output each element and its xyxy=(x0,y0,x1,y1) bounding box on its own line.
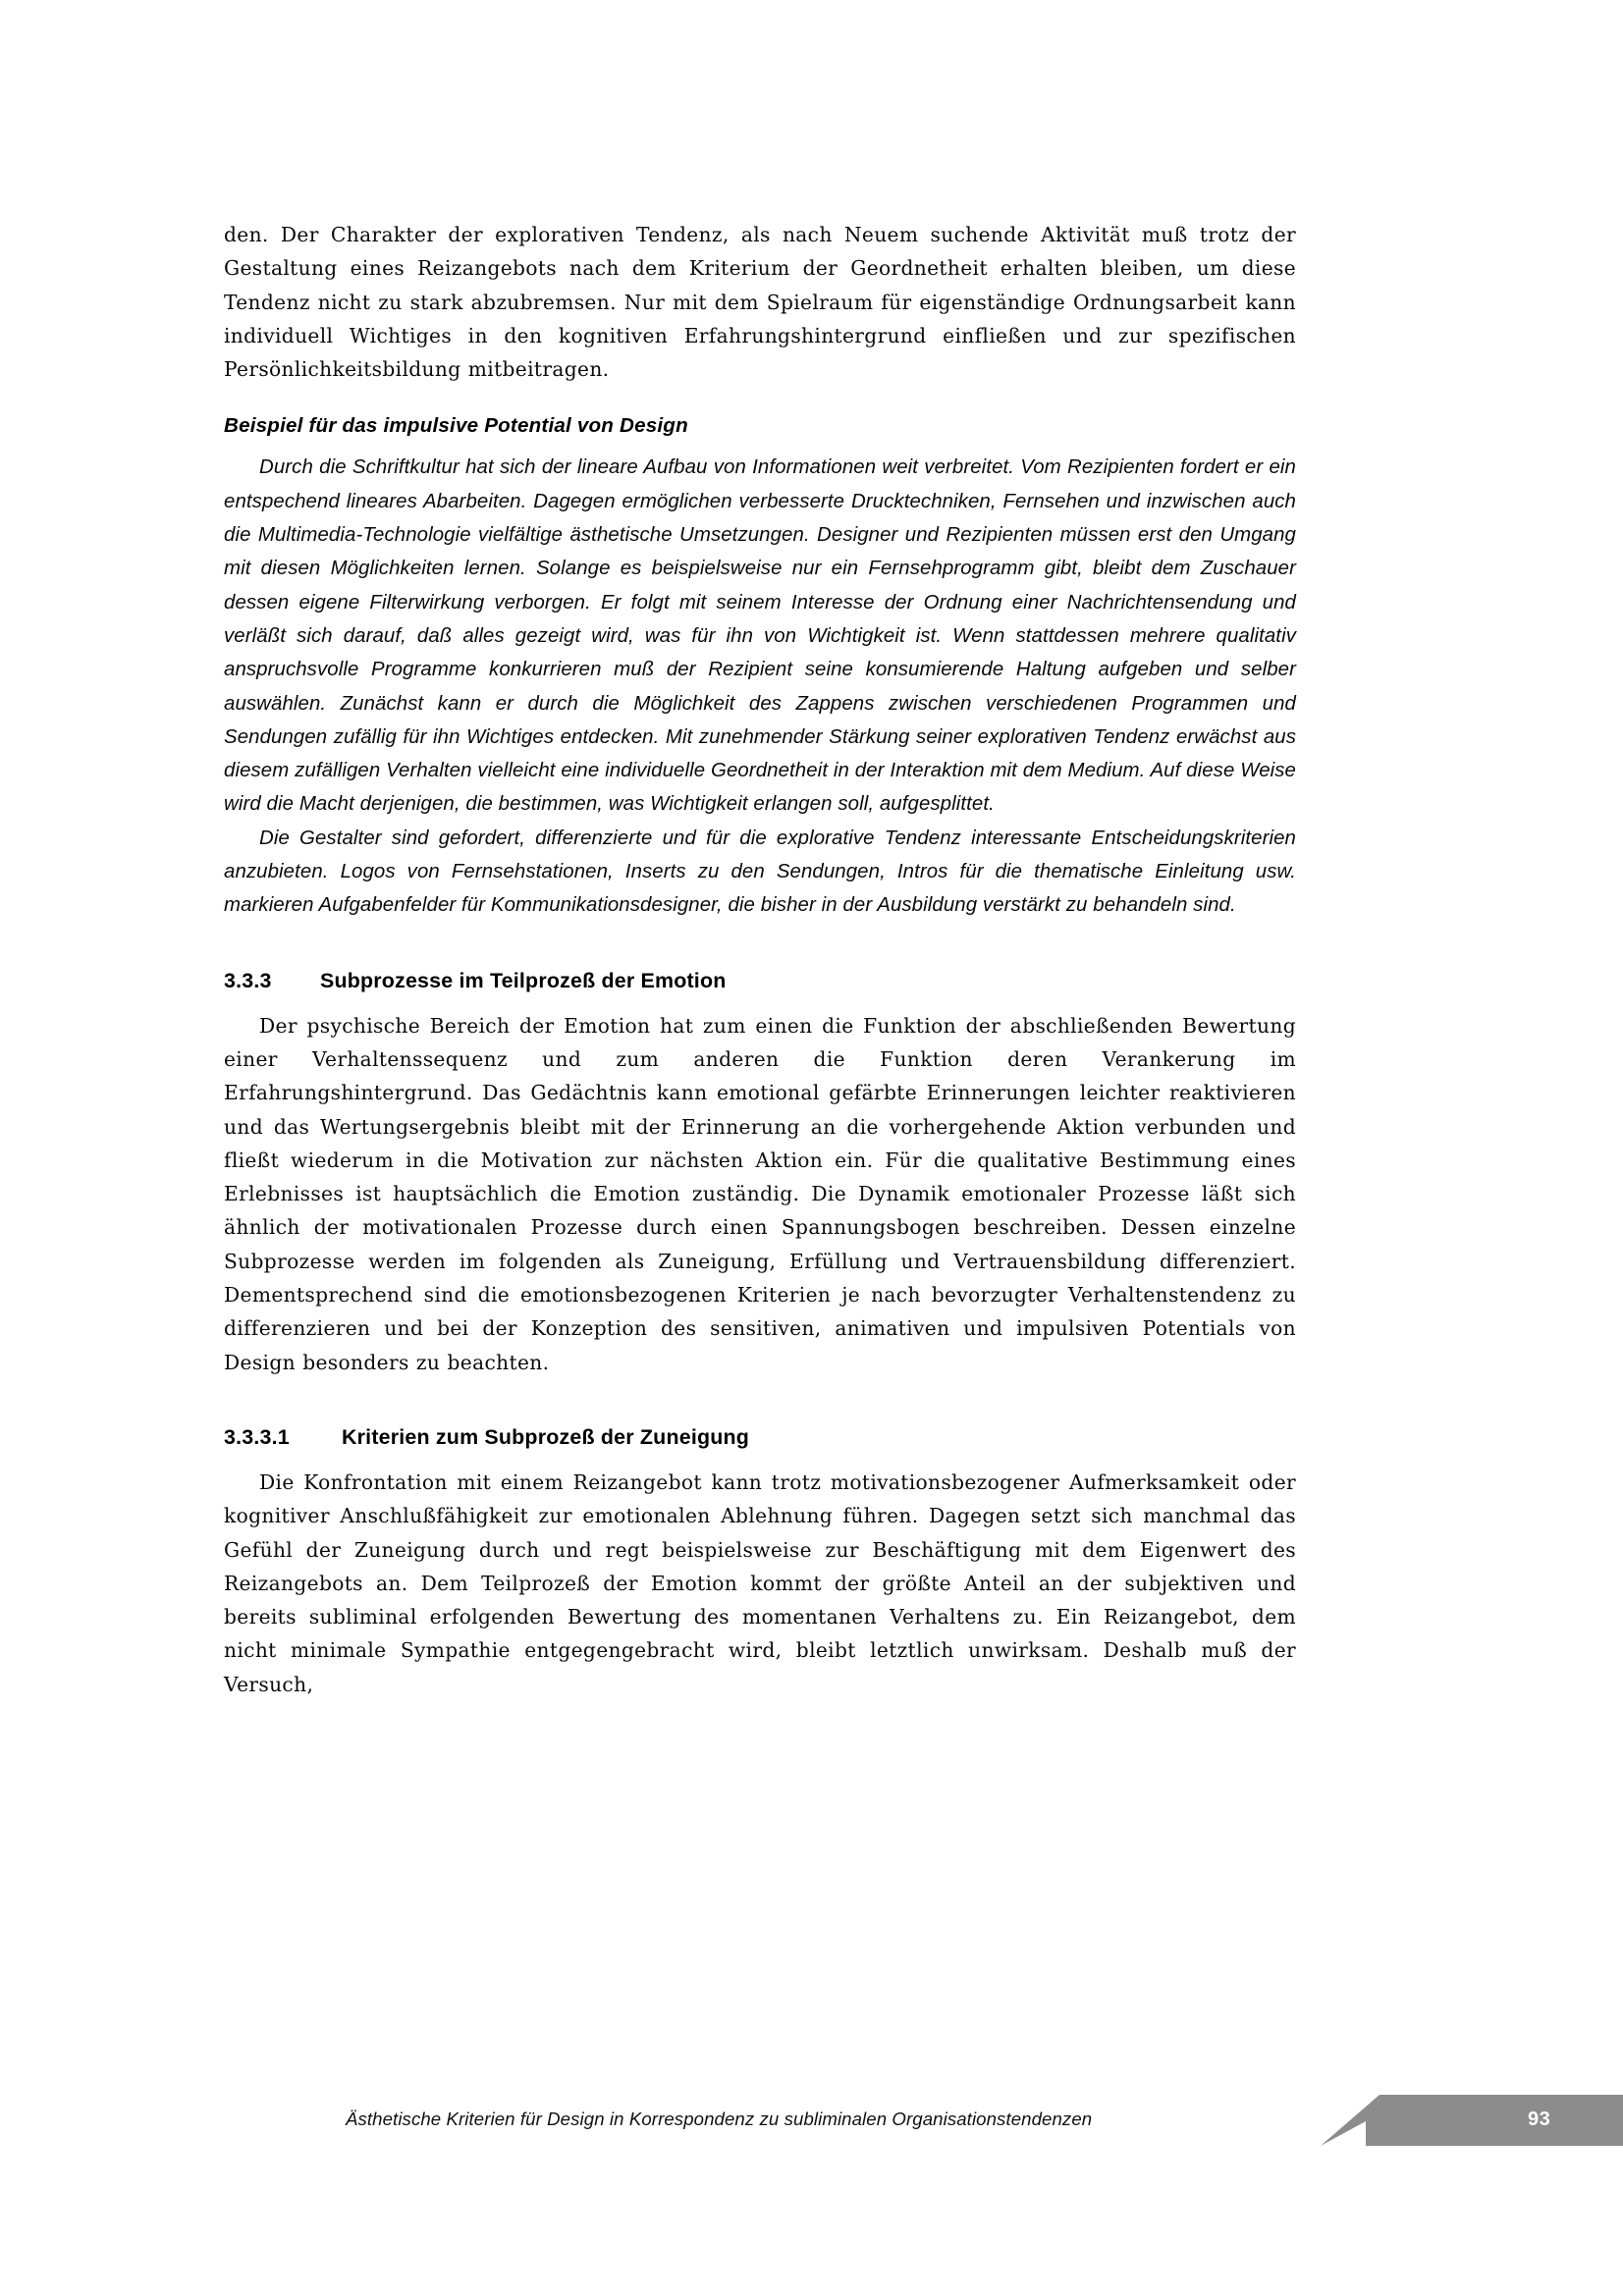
example-heading: Beispiel für das impulsive Potential von Design xyxy=(224,414,688,438)
section-heading-3-3-3 xyxy=(224,966,1296,995)
example-paragraph-1: Durch die Schriftkultur hat sich der lineare Aufbau von Informationen weit verbreitet. Vom Rezipienten fordert er ein entspechend lineares Abarbeiten. Dagegen ermöglichen verbesserte Drucktechniken, Fernsehen und inzwischen auch die Multimedia-Technologie vielfältige ästhetische Umsetzungen. Designer und Rezipienten müssen erst den Umgang mit diesen Möglichkeiten lernen. Solange es beispielsweise nur ein Fernsehprogramm gibt, bleibt dem Zuschauer dessen eigene Filterwirkung verborgen. Er folgt mit seinem Interesse der Ordnung einer Nachrichtensendung und verläßt sich darauf, daß alles gezeigt wird, was für ihn von Wichtigkeit ist. Wenn stattdessen mehrere qualitativ anspruchsvolle Programme konkurrieren muß der Rezipient seine konsumierende Haltung aufgeben und selber auswählen. Zunächst kann er durch die Möglichkeit des Zappens zwischen verschiedenen Programmen und Sendungen zufällig für ihn Wichtiges entdecken. Mit zunehmender Stärkung seiner explorativen Tendenz erwächst aus diesem zufälligen Verhalten vielleicht eine individuelle Geordnetheit in der Interaktion mit dem Medium. Auf diese Weise wird die Macht derjenigen, die bestimmen, was Wichtigkeit erlangen soll, aufgesplittet. xyxy=(224,456,1296,816)
page-footer xyxy=(0,2095,1623,2150)
section-number-3-3-3: 3.3.3 xyxy=(224,968,272,992)
example-paragraph-2: Die Gestalter sind gefordert, differenzierte und für die explorative Tendenz interessante Entscheidungskriterien anzubieten. Logos von Fernsehstationen, Inserts zu den Sendungen, Intros für die thematische Einleitung usw. markieren Aufgabenfelder für Kommunikationsdesigner, die bisher in der Ausbildung verstärkt zu behandeln sind. xyxy=(224,827,1296,917)
section-3-3-3-paragraph: Der psychische Bereich der Emotion hat zum einen die Funktion der abschließenden Bewertung einer Verhaltenssequenz und zum anderen die Funktion deren Verankerung im Erfahrungshintergrund. Das Gedächtnis kann emotional gefärbte Erinnerungen leichter reaktivieren und das Wertungsergebnis bleibt mit der Erinnerung an die vorhergehende Aktion verbunden und fließt wiederum in die Motivation zur nächsten Aktion ein. Für die qualitative Bestimmung eines Erlebnisses ist hauptsächlich die Emotion zuständig. Die Dynamik emotionaler Prozesse läßt sich ähnlich der motivationalen Prozesse durch einen Spannungsbogen beschreiben. Dessen einzelne Subprozesse werden im folgenden als Zuneigung, Erfüllung und Vertrauensbildung differenziert. Dementsprechend sind die emotionsbezogenen Kriterien je nach bevorzugter Verhaltenstendenz zu differenzieren und bei der Konzeption des sensitiven, animativen und impulsiven Potentials von Design besonders zu beachten. xyxy=(224,1013,1296,1374)
section-title-3-3-3-1: Kriterien zum Subprozeß der Zuneigung xyxy=(342,1424,750,1449)
section-3-3-3-1-paragraph: Die Konfrontation mit einem Reizangebot kann trotz motivationsbezogener Aufmerksamkeit oder kognitiver Anschlußfähigkeit zur emotionalen Ablehnung führen. Dagegen setzt sich manchmal das Gefühl der Zuneigung durch und regt beispielsweise zur Beschäftigung mit dem Eigenwert des Reizangebots an. Dem Teilprozeß der Emotion kommt der größte Anteil an der subjektiven und bereits subliminal erfolgenden Bewertung des momentanen Verhaltens zu. Ein Reizangebot, dem nicht minimale Sympathie entgegengebracht wird, bleibt letztlich unwirksam. Deshalb muß der Versuch, xyxy=(224,1469,1296,1696)
page-number: 93 xyxy=(1528,2109,1551,2130)
section-title-3-3-3: Subprozesse im Teilprozeß der Emotion xyxy=(320,968,727,992)
section-number-3-3-3-1: 3.3.3.1 xyxy=(224,1424,290,1449)
page-content xyxy=(224,218,1296,1701)
section-heading-3-3-3-1 xyxy=(224,1422,1296,1452)
running-title: Ästhetische Kriterien für Design in Korrespondenz zu subliminalen Organisationstendenzen xyxy=(346,2109,1093,2129)
body-paragraph-continued: den. Der Charakter der explorativen Tendenz, als nach Neuem suchende Aktivität muß trotz der Gestaltung eines Reizangebots nach dem Kriterium der Geordnetheit erhalten bleiben, um diese Tendenz nicht zu stark abzubremsen. Nur mit dem Spielraum für eigenständige Ordnungsarbeit kann individuell Wichtiges in den kognitiven Erfahrungshintergrund einfließen und zur spezifischen Persönlichkeitsbildung mitbeitragen. xyxy=(224,223,1296,382)
